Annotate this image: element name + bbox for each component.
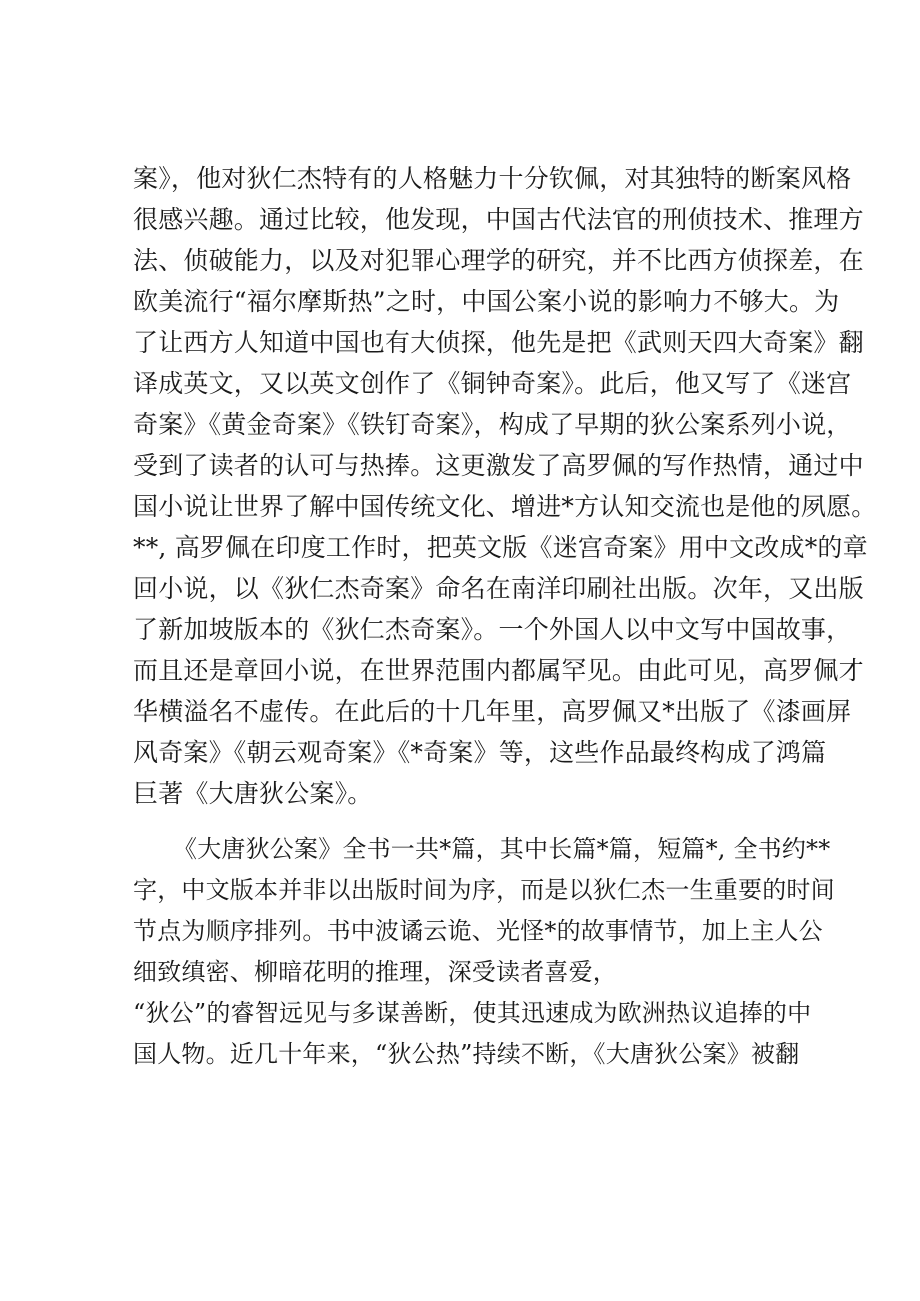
text-line: 《大唐狄公案》全书一共*篇，其中长篇*篇，短篇*, 全书约** [173, 835, 831, 863]
text-line: 法、侦破能力，以及对犯罪心理学的研究，并不比西方侦探差，在 [133, 246, 864, 275]
text-line: 风奇案》《朝云观奇案》《*奇案》等，这些作品最终构成了鸿篇 [133, 738, 827, 767]
text-line: 很感兴趣。通过比较，他发现，中国古代法官的刑侦技术、推理方 [133, 205, 864, 234]
text-line: 华横溢名不虚传。在此后的十几年里，高罗佩又*出版了《漆画屏 [133, 697, 852, 726]
text-line: 回小说，以《狄仁杰奇案》命名在南洋印刷社出版。次年，又出版 [133, 574, 864, 603]
text-line: 节点为顺序排列。书中波谲云诡、光怪*的故事情节，加上主人公 [133, 917, 823, 945]
text-line: 巨著《大唐狄公案》。 [133, 779, 373, 808]
text-line: 案》，他对狄仁杰特有的人格魅力十分钦佩，对其独特的断案风格 [133, 164, 852, 193]
text-line: 了让西方人知道中国也有大侦探，他先是把《武则天四大奇案》翻 [133, 328, 864, 357]
paragraph [133, 158, 877, 814]
text-line: 而且还是章回小说，在世界范围内都属罕见。由此可见，高罗佩才 [133, 656, 864, 685]
text-line: 国小说让世界了解中国传统文化、增进*方认知交流也是他的夙愿。 [133, 492, 877, 521]
text-line: 译成英文，又以英文创作了《铜钟奇案》。此后，他又写了《迷宫 [133, 369, 852, 398]
text-line: 细致缜密、柳暗花明的推理，深受读者喜爱， [133, 958, 617, 986]
text-line: 奇案》《黄金奇案》《铁钉奇案》，构成了早期的狄公案系列小说， [133, 410, 852, 439]
text-line: 欧美流行“福尔摩斯热”之时，中国公案小说的影响力不够大。为 [133, 287, 840, 316]
text-line: 国人物。近几十年来，“狄公热”持续不断，《大唐狄公案》被翻 [133, 1040, 800, 1068]
document-body [133, 158, 877, 1075]
text-line: 受到了读者的认可与热捧。这更激发了高罗佩的写作热情，通过中 [133, 451, 864, 480]
text-line: **, 高罗佩在印度工作时，把英文版《迷宫奇案》用中文改成*的章 [133, 533, 868, 562]
text-line: 字，中文版本并非以出版时间为序，而是以狄仁杰一生重要的时间 [133, 876, 835, 904]
text-line: 了新加坡版本的《狄仁杰奇案》。一个外国人以中文写中国故事， [133, 615, 852, 644]
text-line: “狄公”的睿智远见与多谋善断，使其迅速成为欧洲热议追捧的中 [133, 999, 812, 1027]
paragraph [133, 829, 835, 1075]
